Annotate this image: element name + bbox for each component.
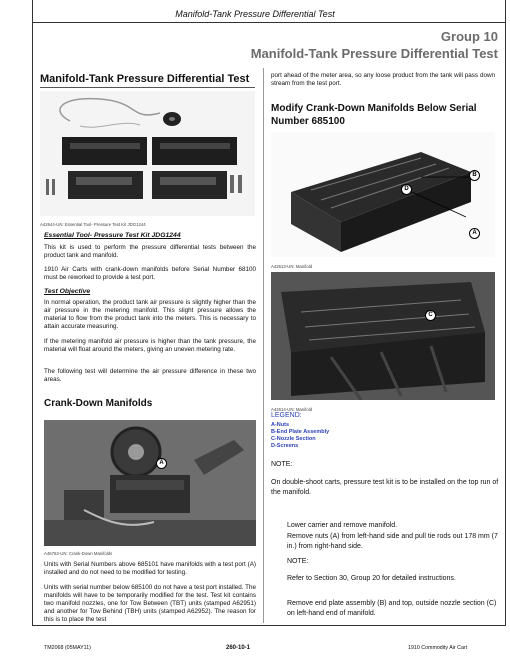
test-kit-photo [40, 91, 255, 216]
test-objective-subheading: Test Objective [44, 288, 91, 295]
doc-id: TM2068 (05MAY11) [44, 645, 91, 651]
header-rule [32, 22, 506, 23]
legend-item: B-End Plate Assembly [271, 429, 330, 435]
legend-item: A-Nuts [271, 422, 290, 428]
paragraph: 1910 Air Carts with crank-down manifolds before Serial Number 68100 must be reworked to provide a test port. [44, 266, 256, 281]
paragraph: Units with serial number below 685100 do not have a test port installed. The manifolds will have to be temporarily modified for the test. Test kit contains two manifold nozzles, one for Tow Between (TBT) units (stamped A62951) and another for Tow Behind (TBH) units (stamped A62952). The reason for this is to place the test [44, 584, 256, 623]
manifold-illustration-2 [271, 272, 495, 400]
note-text: On double-shoot carts, pressure test kit is to be installed on the top run of the manifold. [271, 479, 499, 496]
note-label: NOTE: [287, 558, 309, 565]
figure-caption: A42644-UN: Essential Tool- Pressure Test Kit JDG1244 [40, 222, 146, 227]
step: Remove nuts (A) from left-hand side and pull tie rods out 178 mm (7 in.) from right-hand side. [287, 533, 498, 550]
note-text: Refer to Section 30, Group 20 for detailed instructions. [287, 575, 456, 582]
page-number: 260-10-1 [226, 645, 251, 651]
manifold-illustration-1 [271, 132, 495, 257]
heading-rule [40, 87, 255, 88]
essential-tool-subheading: Essential Tool- Pressure Test Kit JDG1244 [44, 232, 181, 239]
section-heading: Manifold-Tank Pressure Differential Test [40, 73, 250, 85]
legend-item: D-Screens [271, 443, 299, 449]
crank-down-illustration [44, 420, 256, 546]
note-label: NOTE: [271, 461, 293, 468]
group-number: Group 10 [440, 29, 498, 44]
paragraph: Units with Serial Numbers above 685101 have manifolds with a test port (A) installed and do not need to be modified for testing. [44, 561, 256, 576]
manifold-photo-2 [271, 272, 495, 400]
step: Remove end plate assembly (B) and top, outside nozzle section (C) on left-hand end of manifold. [287, 600, 497, 617]
paragraph: The following test will determine the air pressure difference in these two areas. [44, 368, 256, 383]
paragraph: In normal operation, the product tank air pressure is slightly higher than the air pressure in the metering manifold. This slight pressure allows the material to flow from the product tank into the meters. This is necessary to attain accurate measuring. [44, 299, 256, 330]
figure-caption: A46763-UN: Crank-Down Manifolds [44, 551, 113, 556]
crank-down-manifold-photo [44, 420, 256, 546]
legend-title: LEGEND: [271, 412, 302, 419]
step: Lower carrier and remove manifold. [287, 522, 398, 529]
callout-b: B [469, 170, 480, 181]
modify-heading: Modify Crank-Down Manifolds Below Serial Number 685100 [271, 103, 477, 127]
callout-d: D [401, 184, 412, 195]
test-kit-illustration [40, 91, 255, 216]
column-divider [263, 68, 264, 623]
paragraph: If the metering manifold air pressure is higher than the tank pressure, the material will float around the meters, giving an uneven metering rate. [44, 338, 256, 353]
running-header: Manifold-Tank Pressure Differential Test [175, 9, 335, 19]
legend-item: C-Nozzle Section [271, 436, 316, 442]
paragraph: This kit is used to perform the pressure differential tests between the product tank and manifold. [44, 244, 256, 259]
product-name: 1910 Commodity Air Cart [408, 645, 468, 651]
figure-caption: A42613-UN: Manifold [271, 264, 313, 269]
manifold-photo-1 [271, 132, 495, 257]
callout-a: A [469, 228, 480, 239]
figure-caption: A42614-UN: Manifold [271, 407, 313, 412]
callout-a: A [156, 458, 167, 469]
crank-down-heading: Crank-Down Manifolds [44, 398, 153, 409]
callout-c: C [425, 310, 436, 321]
group-title: Manifold-Tank Pressure Differential Test [250, 46, 498, 61]
paragraph-continued: port ahead of the meter area, so any loose product from the tank will pass down stream from the test port. [271, 72, 495, 87]
